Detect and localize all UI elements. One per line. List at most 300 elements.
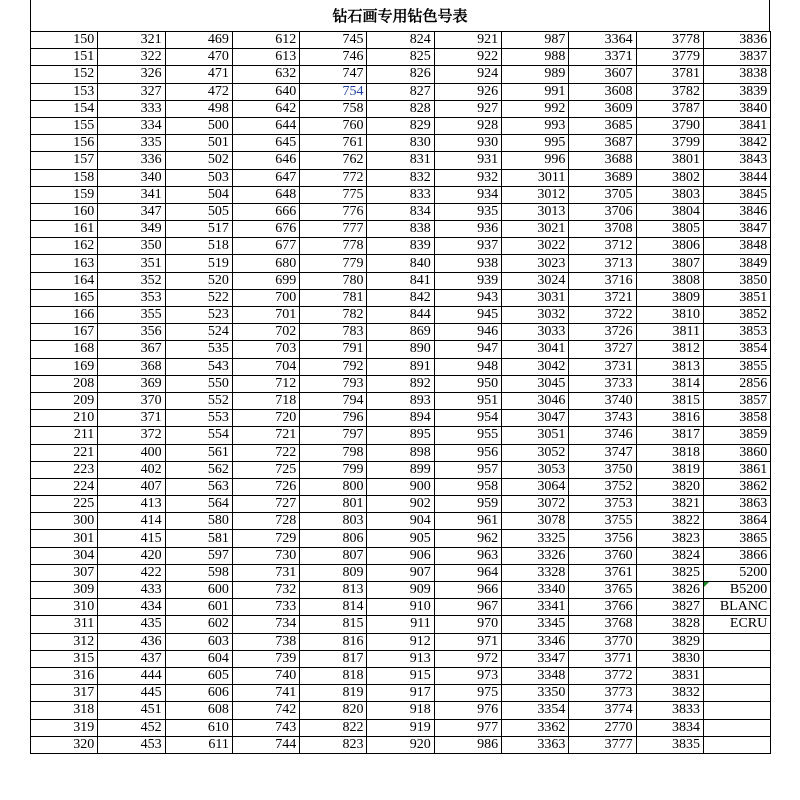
table-cell[interactable]: 351 — [98, 255, 165, 272]
table-cell[interactable]: 3022 — [502, 238, 569, 255]
table-cell[interactable]: 606 — [165, 685, 232, 702]
table-cell[interactable]: 3348 — [502, 667, 569, 684]
table-cell[interactable] — [703, 736, 770, 753]
table-cell[interactable]: 3021 — [502, 221, 569, 238]
table-cell[interactable]: 838 — [367, 221, 434, 238]
table-cell[interactable]: 505 — [165, 203, 232, 220]
table-cell[interactable]: 972 — [434, 650, 501, 667]
table-cell[interactable]: 553 — [165, 410, 232, 427]
table-cell[interactable]: 154 — [31, 100, 98, 117]
table-cell[interactable]: 3371 — [569, 49, 636, 66]
table-cell[interactable]: 3768 — [569, 616, 636, 633]
table-cell[interactable]: 815 — [300, 616, 367, 633]
table-cell[interactable]: 646 — [232, 152, 299, 169]
table-cell[interactable]: 372 — [98, 427, 165, 444]
table-cell[interactable]: 165 — [31, 289, 98, 306]
table-cell[interactable]: 3325 — [502, 530, 569, 547]
table-cell[interactable]: 3033 — [502, 324, 569, 341]
table-cell[interactable]: 402 — [98, 461, 165, 478]
table-cell[interactable]: 913 — [367, 650, 434, 667]
table-cell[interactable] — [703, 702, 770, 719]
table-cell[interactable]: 741 — [232, 685, 299, 702]
table-cell[interactable]: 225 — [31, 496, 98, 513]
table-cell[interactable]: 3774 — [569, 702, 636, 719]
table-cell[interactable]: 368 — [98, 358, 165, 375]
table-cell[interactable]: 3860 — [703, 444, 770, 461]
table-cell[interactable]: 782 — [300, 307, 367, 324]
table-cell[interactable]: 434 — [98, 599, 165, 616]
table-cell[interactable]: 436 — [98, 633, 165, 650]
table-cell[interactable]: 150 — [31, 32, 98, 49]
table-cell[interactable]: 794 — [300, 392, 367, 409]
table-cell[interactable]: 992 — [502, 100, 569, 117]
table-cell[interactable]: 801 — [300, 496, 367, 513]
table-cell[interactable]: 3750 — [569, 461, 636, 478]
table-cell[interactable]: 839 — [367, 238, 434, 255]
table-cell[interactable]: 3746 — [569, 427, 636, 444]
table-cell[interactable]: 517 — [165, 221, 232, 238]
table-cell[interactable]: 3346 — [502, 633, 569, 650]
table-cell[interactable]: 3851 — [703, 289, 770, 306]
table-cell[interactable]: 333 — [98, 100, 165, 117]
table-cell[interactable]: 304 — [31, 547, 98, 564]
table-cell[interactable]: 221 — [31, 444, 98, 461]
table-cell[interactable]: 844 — [367, 307, 434, 324]
table-cell[interactable]: 799 — [300, 461, 367, 478]
table-cell[interactable]: 597 — [165, 547, 232, 564]
table-cell[interactable]: 3826 — [636, 582, 703, 599]
table-cell[interactable]: 712 — [232, 375, 299, 392]
table-cell[interactable]: 959 — [434, 496, 501, 513]
table-cell[interactable]: 809 — [300, 564, 367, 581]
table-cell[interactable]: 3846 — [703, 203, 770, 220]
table-cell[interactable]: 722 — [232, 444, 299, 461]
table-cell[interactable]: 3864 — [703, 513, 770, 530]
table-cell[interactable]: 921 — [434, 32, 501, 49]
table-cell[interactable]: 3854 — [703, 341, 770, 358]
table-cell[interactable]: 3848 — [703, 238, 770, 255]
table-cell[interactable]: 5200 — [703, 564, 770, 581]
table-cell[interactable]: 524 — [165, 324, 232, 341]
table-cell[interactable]: 3753 — [569, 496, 636, 513]
table-cell[interactable]: 677 — [232, 238, 299, 255]
table-cell[interactable]: 3840 — [703, 100, 770, 117]
table-cell[interactable]: 3731 — [569, 358, 636, 375]
table-cell[interactable]: 3708 — [569, 221, 636, 238]
table-cell[interactable]: 3778 — [636, 32, 703, 49]
table-cell[interactable]: 946 — [434, 324, 501, 341]
table-cell[interactable]: 3816 — [636, 410, 703, 427]
table-cell[interactable]: 3807 — [636, 255, 703, 272]
table-cell[interactable]: 501 — [165, 135, 232, 152]
table-cell[interactable]: 407 — [98, 478, 165, 495]
table-cell[interactable]: 3706 — [569, 203, 636, 220]
table-cell[interactable]: 3045 — [502, 375, 569, 392]
table-cell[interactable]: 157 — [31, 152, 98, 169]
table-cell[interactable]: 3364 — [569, 32, 636, 49]
table-cell[interactable]: 957 — [434, 461, 501, 478]
table-cell[interactable]: 317 — [31, 685, 98, 702]
table-cell[interactable]: 2856 — [703, 375, 770, 392]
table-cell[interactable]: 820 — [300, 702, 367, 719]
table-cell[interactable]: 210 — [31, 410, 98, 427]
table-cell[interactable]: 3350 — [502, 685, 569, 702]
table-cell[interactable]: 211 — [31, 427, 98, 444]
table-cell[interactable]: 831 — [367, 152, 434, 169]
table-cell[interactable]: 911 — [367, 616, 434, 633]
table-cell[interactable]: 3340 — [502, 582, 569, 599]
table-cell[interactable]: 823 — [300, 736, 367, 753]
table-cell[interactable]: 162 — [31, 238, 98, 255]
table-cell[interactable]: 3865 — [703, 530, 770, 547]
table-cell[interactable]: 3354 — [502, 702, 569, 719]
table-cell[interactable]: 3072 — [502, 496, 569, 513]
table-cell[interactable]: 433 — [98, 582, 165, 599]
table-cell[interactable]: 743 — [232, 719, 299, 736]
table-cell[interactable]: 832 — [367, 169, 434, 186]
table-cell[interactable]: 699 — [232, 272, 299, 289]
table-cell[interactable]: 581 — [165, 530, 232, 547]
table-cell[interactable]: 3819 — [636, 461, 703, 478]
table-cell[interactable]: 3853 — [703, 324, 770, 341]
table-cell[interactable]: 647 — [232, 169, 299, 186]
table-cell[interactable]: 827 — [367, 83, 434, 100]
table-cell[interactable]: 3726 — [569, 324, 636, 341]
table-cell[interactable]: 601 — [165, 599, 232, 616]
table-cell[interactable]: 3802 — [636, 169, 703, 186]
table-cell[interactable]: 353 — [98, 289, 165, 306]
table-cell[interactable]: 772 — [300, 169, 367, 186]
table-cell[interactable]: 842 — [367, 289, 434, 306]
table-cell[interactable]: 335 — [98, 135, 165, 152]
table-cell[interactable]: 3828 — [636, 616, 703, 633]
table-cell[interactable]: 3829 — [636, 633, 703, 650]
table-cell[interactable]: 931 — [434, 152, 501, 169]
table-cell[interactable] — [703, 633, 770, 650]
table-cell[interactable]: 762 — [300, 152, 367, 169]
table-cell[interactable]: 803 — [300, 513, 367, 530]
table-cell[interactable]: 3809 — [636, 289, 703, 306]
table-cell[interactable]: 535 — [165, 341, 232, 358]
table-cell[interactable]: 312 — [31, 633, 98, 650]
table-cell[interactable]: 3857 — [703, 392, 770, 409]
table-cell[interactable]: 894 — [367, 410, 434, 427]
table-cell[interactable]: 3363 — [502, 736, 569, 753]
table-cell[interactable]: 740 — [232, 667, 299, 684]
table-cell[interactable]: 840 — [367, 255, 434, 272]
table-cell[interactable]: 936 — [434, 221, 501, 238]
table-cell[interactable]: 895 — [367, 427, 434, 444]
table-cell[interactable]: 3041 — [502, 341, 569, 358]
table-cell[interactable]: 869 — [367, 324, 434, 341]
table-cell[interactable]: 828 — [367, 100, 434, 117]
table-cell[interactable]: 3803 — [636, 186, 703, 203]
table-cell[interactable]: 166 — [31, 307, 98, 324]
table-cell[interactable]: 977 — [434, 719, 501, 736]
table-cell[interactable]: 930 — [434, 135, 501, 152]
table-cell[interactable]: 371 — [98, 410, 165, 427]
table-cell[interactable]: 3849 — [703, 255, 770, 272]
table-cell[interactable]: 502 — [165, 152, 232, 169]
table-cell[interactable]: 917 — [367, 685, 434, 702]
table-cell[interactable]: 747 — [300, 66, 367, 83]
table-cell[interactable]: 444 — [98, 667, 165, 684]
table-cell[interactable]: 932 — [434, 169, 501, 186]
table-cell[interactable]: 563 — [165, 478, 232, 495]
table-cell[interactable]: 522 — [165, 289, 232, 306]
table-cell[interactable]: 350 — [98, 238, 165, 255]
table-cell[interactable]: 3833 — [636, 702, 703, 719]
table-cell[interactable]: 776 — [300, 203, 367, 220]
table-cell[interactable]: 938 — [434, 255, 501, 272]
table-cell[interactable]: 612 — [232, 32, 299, 49]
table-cell[interactable]: 3863 — [703, 496, 770, 513]
table-cell[interactable]: 3756 — [569, 530, 636, 547]
table-cell[interactable]: 943 — [434, 289, 501, 306]
table-cell[interactable]: 924 — [434, 66, 501, 83]
table-cell[interactable]: 3770 — [569, 633, 636, 650]
table-cell[interactable]: 3838 — [703, 66, 770, 83]
table-cell[interactable]: 598 — [165, 564, 232, 581]
table-cell[interactable]: 318 — [31, 702, 98, 719]
table-cell[interactable]: 793 — [300, 375, 367, 392]
table-cell[interactable]: 700 — [232, 289, 299, 306]
table-cell[interactable]: 322 — [98, 49, 165, 66]
table-cell[interactable]: 988 — [502, 49, 569, 66]
table-cell[interactable]: 909 — [367, 582, 434, 599]
table-cell[interactable]: 962 — [434, 530, 501, 547]
table-cell[interactable]: 3827 — [636, 599, 703, 616]
table-cell[interactable]: 3811 — [636, 324, 703, 341]
table-cell[interactable]: 519 — [165, 255, 232, 272]
table-cell[interactable]: 970 — [434, 616, 501, 633]
table-cell[interactable]: 642 — [232, 100, 299, 117]
table-cell[interactable]: 727 — [232, 496, 299, 513]
table-cell[interactable]: 415 — [98, 530, 165, 547]
table-cell[interactable]: 806 — [300, 530, 367, 547]
table-cell[interactable]: 158 — [31, 169, 98, 186]
table-cell[interactable]: 807 — [300, 547, 367, 564]
table-cell[interactable]: 818 — [300, 667, 367, 684]
table-cell[interactable]: 3773 — [569, 685, 636, 702]
table-cell[interactable]: 892 — [367, 375, 434, 392]
table-cell[interactable]: 3842 — [703, 135, 770, 152]
table-cell[interactable]: 3740 — [569, 392, 636, 409]
table-cell[interactable]: 3688 — [569, 152, 636, 169]
table-cell[interactable]: 640 — [232, 83, 299, 100]
table-cell[interactable]: 3808 — [636, 272, 703, 289]
table-cell[interactable]: 163 — [31, 255, 98, 272]
table-cell[interactable]: 3841 — [703, 117, 770, 134]
table-cell[interactable]: 498 — [165, 100, 232, 117]
table-cell[interactable]: 703 — [232, 341, 299, 358]
table-cell[interactable]: 315 — [31, 650, 98, 667]
table-cell[interactable]: 645 — [232, 135, 299, 152]
table-cell[interactable]: 728 — [232, 513, 299, 530]
table-cell[interactable]: 3765 — [569, 582, 636, 599]
table-cell[interactable]: 907 — [367, 564, 434, 581]
table-cell[interactable]: 3347 — [502, 650, 569, 667]
table-cell[interactable]: 822 — [300, 719, 367, 736]
table-cell[interactable]: 3064 — [502, 478, 569, 495]
table-cell[interactable]: 3777 — [569, 736, 636, 753]
table-cell[interactable]: 3862 — [703, 478, 770, 495]
table-cell[interactable]: 783 — [300, 324, 367, 341]
table-cell[interactable]: 3822 — [636, 513, 703, 530]
table-cell[interactable]: 973 — [434, 667, 501, 684]
table-cell[interactable]: 316 — [31, 667, 98, 684]
table-cell[interactable]: 3825 — [636, 564, 703, 581]
table-cell[interactable]: 758 — [300, 100, 367, 117]
table-cell[interactable]: 824 — [367, 32, 434, 49]
table-cell[interactable]: 701 — [232, 307, 299, 324]
table-cell[interactable]: 603 — [165, 633, 232, 650]
table-cell[interactable]: 898 — [367, 444, 434, 461]
table-cell[interactable]: 918 — [367, 702, 434, 719]
table-cell[interactable]: 800 — [300, 478, 367, 495]
table-cell[interactable]: 777 — [300, 221, 367, 238]
table-cell[interactable]: 833 — [367, 186, 434, 203]
table-cell[interactable]: 744 — [232, 736, 299, 753]
table-cell[interactable] — [703, 667, 770, 684]
table-cell[interactable]: 562 — [165, 461, 232, 478]
table-cell[interactable]: 208 — [31, 375, 98, 392]
table-cell[interactable]: 3326 — [502, 547, 569, 564]
table-cell[interactable]: 301 — [31, 530, 98, 547]
table-cell[interactable]: 3685 — [569, 117, 636, 134]
table-cell[interactable]: 452 — [98, 719, 165, 736]
table-cell[interactable]: 500 — [165, 117, 232, 134]
table-cell[interactable]: 3607 — [569, 66, 636, 83]
table-cell[interactable]: 159 — [31, 186, 98, 203]
table-cell[interactable]: 680 — [232, 255, 299, 272]
table-cell[interactable]: 311 — [31, 616, 98, 633]
table-cell[interactable]: 356 — [98, 324, 165, 341]
table-cell[interactable]: 600 — [165, 582, 232, 599]
table-cell[interactable]: 3051 — [502, 427, 569, 444]
table-cell[interactable]: 334 — [98, 117, 165, 134]
table-cell[interactable]: 3705 — [569, 186, 636, 203]
table-cell[interactable]: 746 — [300, 49, 367, 66]
table-cell[interactable]: 945 — [434, 307, 501, 324]
table-cell[interactable]: 3823 — [636, 530, 703, 547]
table-cell[interactable]: 742 — [232, 702, 299, 719]
table-cell[interactable]: 825 — [367, 49, 434, 66]
table-cell[interactable]: 155 — [31, 117, 98, 134]
table-cell[interactable]: 3813 — [636, 358, 703, 375]
table-cell[interactable]: 798 — [300, 444, 367, 461]
table-cell[interactable]: 791 — [300, 341, 367, 358]
table-cell[interactable]: 564 — [165, 496, 232, 513]
table-cell[interactable]: 830 — [367, 135, 434, 152]
table-cell[interactable]: 3831 — [636, 667, 703, 684]
table-cell[interactable] — [703, 719, 770, 736]
table-cell[interactable]: 3812 — [636, 341, 703, 358]
table-cell[interactable]: 726 — [232, 478, 299, 495]
table-cell[interactable]: 224 — [31, 478, 98, 495]
table-cell[interactable]: 775 — [300, 186, 367, 203]
table-cell[interactable]: 580 — [165, 513, 232, 530]
table-cell[interactable]: 543 — [165, 358, 232, 375]
table-cell[interactable]: 520 — [165, 272, 232, 289]
table-cell[interactable]: 3712 — [569, 238, 636, 255]
table-cell[interactable]: 3345 — [502, 616, 569, 633]
table-cell[interactable]: 3832 — [636, 685, 703, 702]
table-cell[interactable]: 504 — [165, 186, 232, 203]
table-cell[interactable]: 168 — [31, 341, 98, 358]
table-cell[interactable]: 676 — [232, 221, 299, 238]
table-cell[interactable]: 3341 — [502, 599, 569, 616]
table-cell[interactable]: 989 — [502, 66, 569, 83]
table-cell[interactable]: 702 — [232, 324, 299, 341]
table-cell[interactable]: 963 — [434, 547, 501, 564]
table-cell[interactable]: 310 — [31, 599, 98, 616]
table-cell[interactable]: 3012 — [502, 186, 569, 203]
table-cell[interactable]: 152 — [31, 66, 98, 83]
table-cell[interactable]: 3804 — [636, 203, 703, 220]
table-cell[interactable]: 3078 — [502, 513, 569, 530]
table-cell[interactable]: 3855 — [703, 358, 770, 375]
table-cell[interactable]: 797 — [300, 427, 367, 444]
table-cell[interactable]: 151 — [31, 49, 98, 66]
table-cell[interactable]: 927 — [434, 100, 501, 117]
table-cell[interactable]: 3834 — [636, 719, 703, 736]
table-cell[interactable]: 3024 — [502, 272, 569, 289]
table-cell[interactable]: 644 — [232, 117, 299, 134]
table-cell[interactable]: 971 — [434, 633, 501, 650]
table-cell[interactable]: 3721 — [569, 289, 636, 306]
table-cell[interactable]: 3839 — [703, 83, 770, 100]
table-cell[interactable]: 730 — [232, 547, 299, 564]
table-cell[interactable]: 369 — [98, 375, 165, 392]
table-cell[interactable]: 605 — [165, 667, 232, 684]
table-cell[interactable]: 340 — [98, 169, 165, 186]
table-cell[interactable]: 3817 — [636, 427, 703, 444]
table-cell[interactable]: 414 — [98, 513, 165, 530]
table-cell[interactable]: 754 — [300, 83, 367, 100]
table-cell[interactable]: 3779 — [636, 49, 703, 66]
table-cell[interactable]: 780 — [300, 272, 367, 289]
table-cell[interactable]: 164 — [31, 272, 98, 289]
table-cell[interactable]: 613 — [232, 49, 299, 66]
table-cell[interactable]: 550 — [165, 375, 232, 392]
table-cell[interactable]: 966 — [434, 582, 501, 599]
table-cell[interactable]: 420 — [98, 547, 165, 564]
table-cell[interactable]: 400 — [98, 444, 165, 461]
table-cell[interactable]: 3761 — [569, 564, 636, 581]
table-cell[interactable]: 370 — [98, 392, 165, 409]
table-cell[interactable]: 319 — [31, 719, 98, 736]
table-cell[interactable]: 993 — [502, 117, 569, 134]
table-cell[interactable]: 3837 — [703, 49, 770, 66]
table-cell[interactable]: 3752 — [569, 478, 636, 495]
table-cell[interactable]: 3727 — [569, 341, 636, 358]
table-cell[interactable] — [703, 685, 770, 702]
table-cell[interactable]: 3031 — [502, 289, 569, 306]
table-cell[interactable]: 996 — [502, 152, 569, 169]
table-cell[interactable]: 3042 — [502, 358, 569, 375]
table-cell[interactable]: 632 — [232, 66, 299, 83]
table-cell[interactable]: 472 — [165, 83, 232, 100]
table-cell[interactable]: 964 — [434, 564, 501, 581]
table-cell[interactable]: 3858 — [703, 410, 770, 427]
table-cell[interactable]: 336 — [98, 152, 165, 169]
table-cell[interactable]: 829 — [367, 117, 434, 134]
table-cell[interactable]: 796 — [300, 410, 367, 427]
table-cell[interactable]: 3046 — [502, 392, 569, 409]
table-cell[interactable]: 3722 — [569, 307, 636, 324]
table-cell[interactable]: 367 — [98, 341, 165, 358]
